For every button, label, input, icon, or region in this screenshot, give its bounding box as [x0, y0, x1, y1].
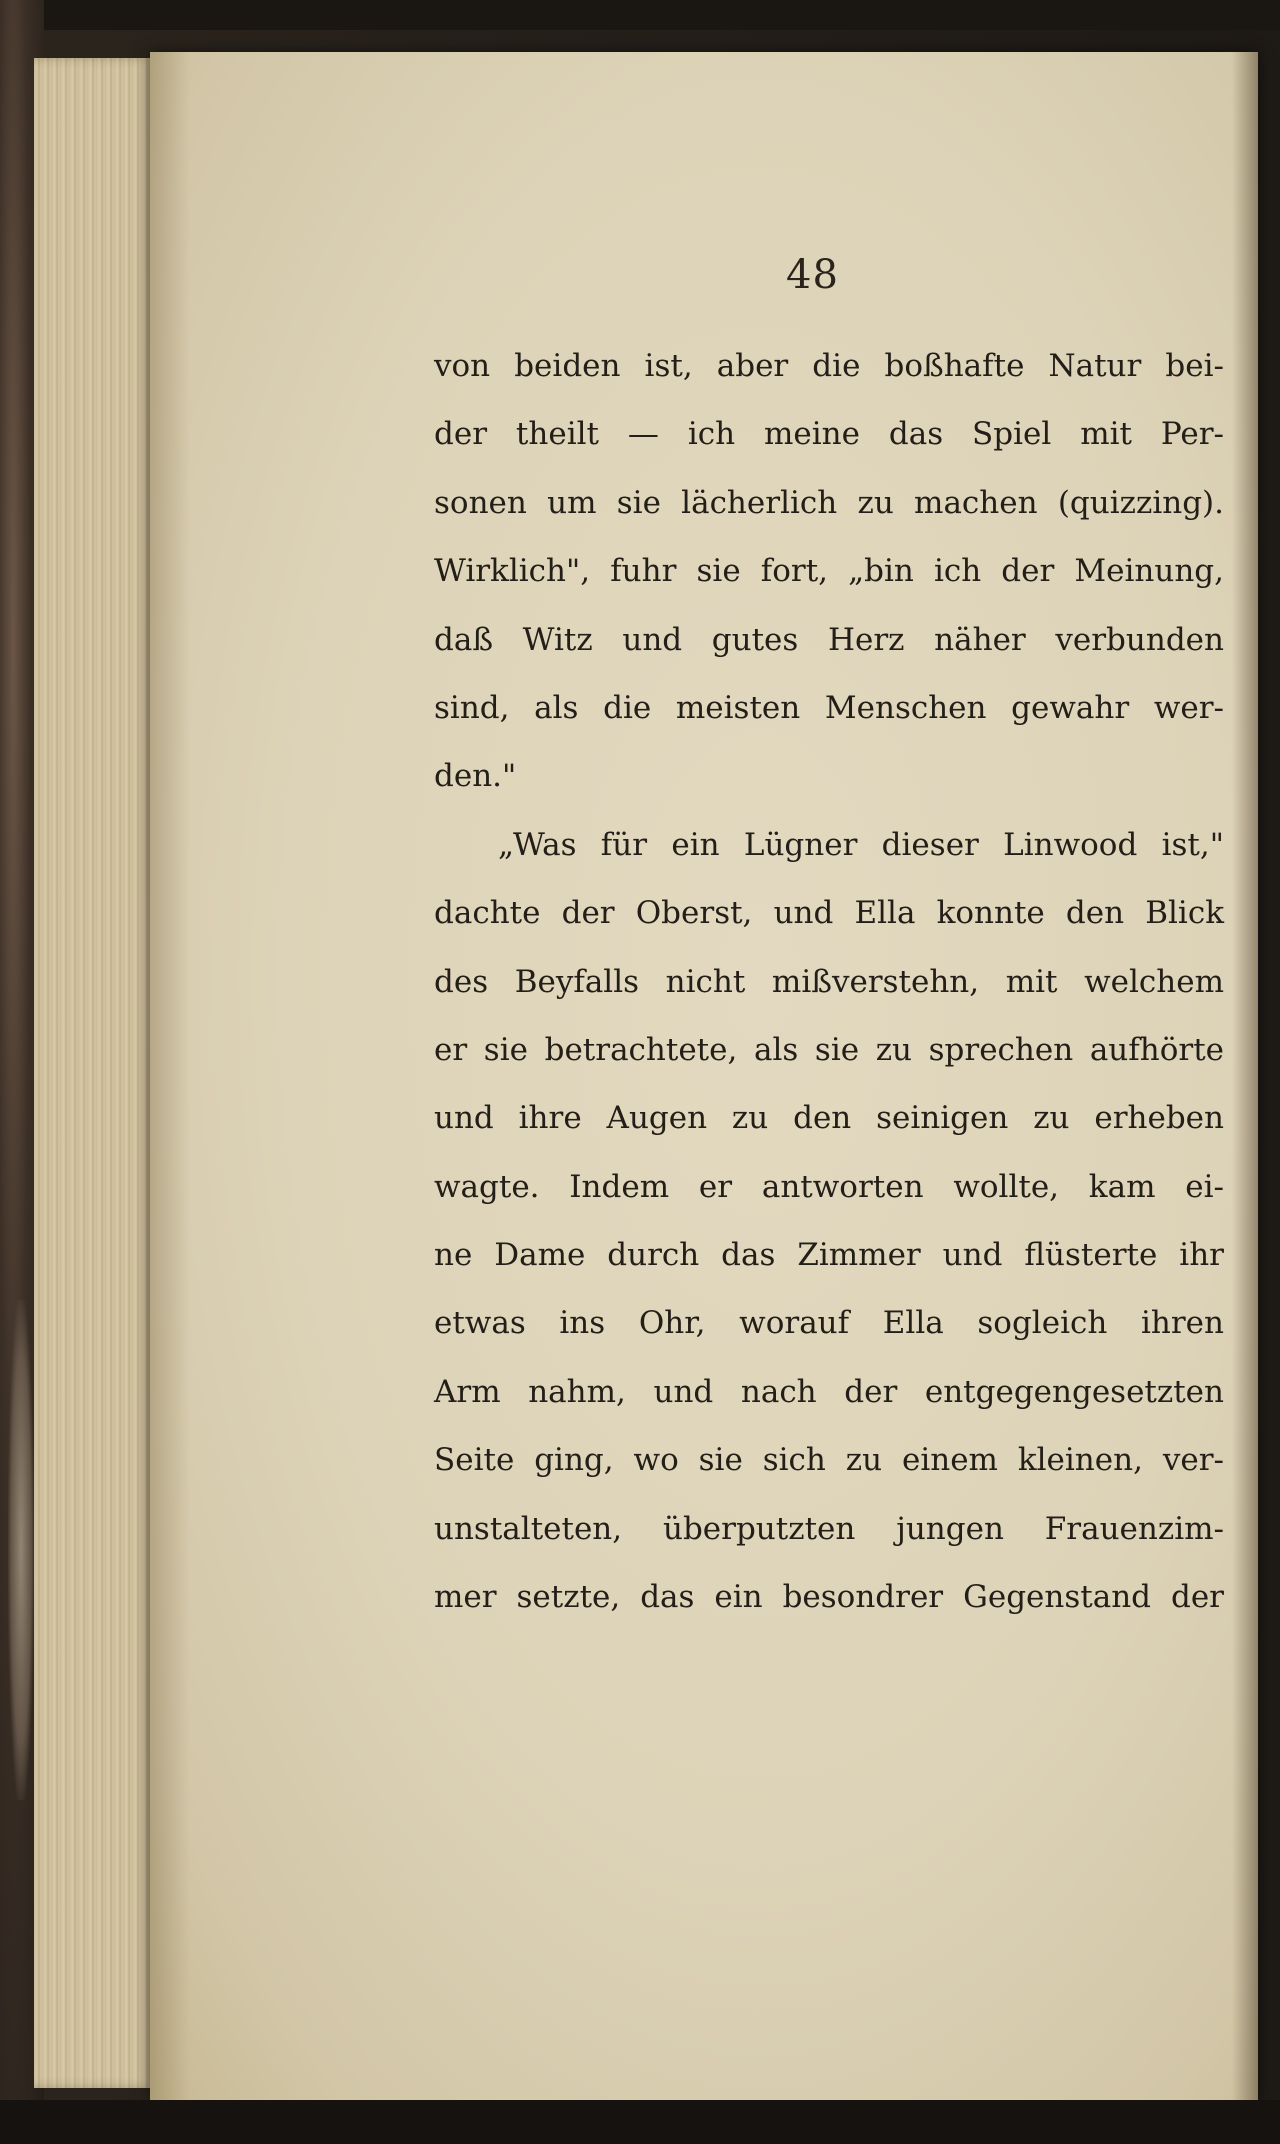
- page-text: [434, 332, 1224, 1631]
- text-line: sind, als die meisten Menschen gewahr wer-: [434, 689, 1224, 726]
- text-line: „Was für ein Lügner dieser Linwood ist,": [498, 826, 1224, 863]
- text-line: Seite ging, wo sie sich zu einem kleinen, ver-: [434, 1442, 1224, 1479]
- text-line: den.": [434, 758, 517, 795]
- scan-background-bottom: [0, 2100, 1280, 2144]
- text-line: daß Witz und gutes Herz näher verbunden: [434, 621, 1224, 658]
- text-line: sonen um sie lächerlich zu machen (quizzing).: [434, 484, 1224, 521]
- text-line: der theilt — ich meine das Spiel mit Per-: [434, 416, 1224, 453]
- text-line: etwas ins Ohr, worauf Ella sogleich ihren: [434, 1305, 1224, 1342]
- text-line: Arm nahm, und nach der entgegengesetzten: [434, 1373, 1224, 1410]
- text-line: er sie betrachtete, als sie zu sprechen aufhörte: [434, 1031, 1224, 1068]
- text-line: des Beyfalls nicht mißverstehn, mit welchem: [434, 963, 1224, 1000]
- text-line: Wirklich", fuhr sie fort, „bin ich der Meinung,: [434, 553, 1224, 590]
- page-number: 48: [786, 252, 839, 298]
- text-line: dachte der Oberst, und Ella konnte den Blick: [434, 895, 1224, 932]
- text-line: mer setzte, das ein besondrer Gegenstand der: [434, 1579, 1224, 1616]
- text-line: von beiden ist, aber die boßhafte Natur bei-: [434, 348, 1224, 384]
- page-edges: [34, 58, 154, 2088]
- text-line: ne Dame durch das Zimmer und flüsterte ihr: [434, 1237, 1224, 1274]
- text-line: unstalteten, überputzten jungen Frauenzim-: [434, 1510, 1224, 1547]
- text-line: und ihre Augen zu den seinigen zu erheben: [434, 1100, 1224, 1137]
- scan-background-top: [0, 0, 1280, 30]
- text-line: wagte. Indem er antworten wollte, kam ei-: [434, 1168, 1224, 1205]
